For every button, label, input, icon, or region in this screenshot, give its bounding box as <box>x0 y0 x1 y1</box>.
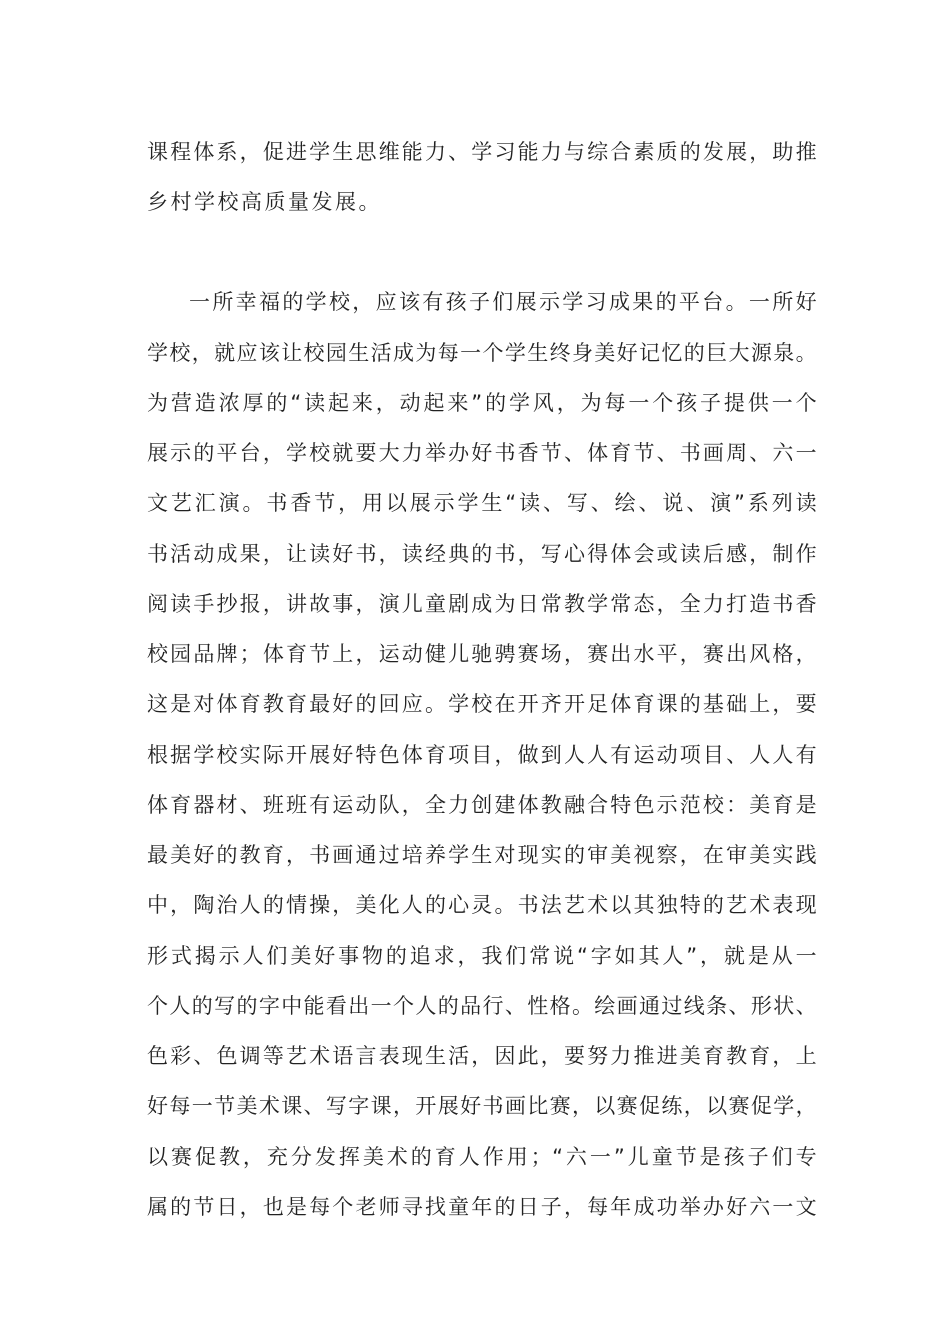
text-line: 为营造浓厚的“读起来，动起来”的学风，为每一个孩子提供一个 <box>147 391 817 415</box>
text-line: 一所幸福的学校，应该有孩子们展示学习成果的平台。一所好 <box>189 290 817 314</box>
text-line: 这是对体育教育最好的回应。学校在开齐开足体育课的基础上，要 <box>147 692 817 716</box>
text-line: 最美好的教育，书画通过培养学生对现实的审美视察，在审美实践 <box>147 843 817 867</box>
text-line: 中，陶治人的情操，美化人的心灵。书法艺术以其独特的艺术表现 <box>147 893 817 917</box>
text-line: 乡村学校高质量发展。 <box>147 190 382 214</box>
text-line: 校园品牌；体育节上，运动健儿驰骋赛场，赛出水平，赛出风格， <box>147 642 817 666</box>
text-line: 形式揭示人们美好事物的追求，我们常说“字如其人”，就是从一 <box>147 944 817 968</box>
text-line: 文艺汇演。书香节，用以展示学生“读、写、绘、说、演”系列读 <box>147 491 817 515</box>
text-line: 学校，就应该让校园生活成为每一个学生终身美好记忆的巨大源泉。 <box>147 341 817 365</box>
text-line: 课程体系，促进学生思维能力、学习能力与综合素质的发展，助推 <box>147 140 817 164</box>
text-line: 好每一节美术课、写字课，开展好书画比赛，以赛促练，以赛促学， <box>147 1094 817 1118</box>
text-line: 个人的写的字中能看出一个人的品行、性格。绘画通过线条、形状、 <box>147 994 817 1018</box>
text-line: 阅读手抄报，讲故事，演儿童剧成为日常教学常态，全力打造书香 <box>147 592 817 616</box>
text-line: 色彩、色调等艺术语言表现生活，因此，要努力推进美育教育，上 <box>147 1044 817 1068</box>
text-line: 展示的平台，学校就要大力举办好书香节、体育节、书画周、六一 <box>147 441 817 465</box>
text-line: 以赛促教，充分发挥美术的育人作用；“六一”儿童节是孩子们专 <box>147 1145 817 1169</box>
text-line: 属的节日，也是每个老师寻找童年的日子，每年成功举办好六一文 <box>147 1195 817 1219</box>
text-line: 根据学校实际开展好特色体育项目，做到人人有运动项目、人人有 <box>147 743 817 767</box>
text-line: 体育器材、班班有运动队，全力创建体教融合特色示范校：美育是 <box>147 793 817 817</box>
text-line: 书活动成果，让读好书，读经典的书，写心得体会或读后感，制作 <box>147 542 817 566</box>
